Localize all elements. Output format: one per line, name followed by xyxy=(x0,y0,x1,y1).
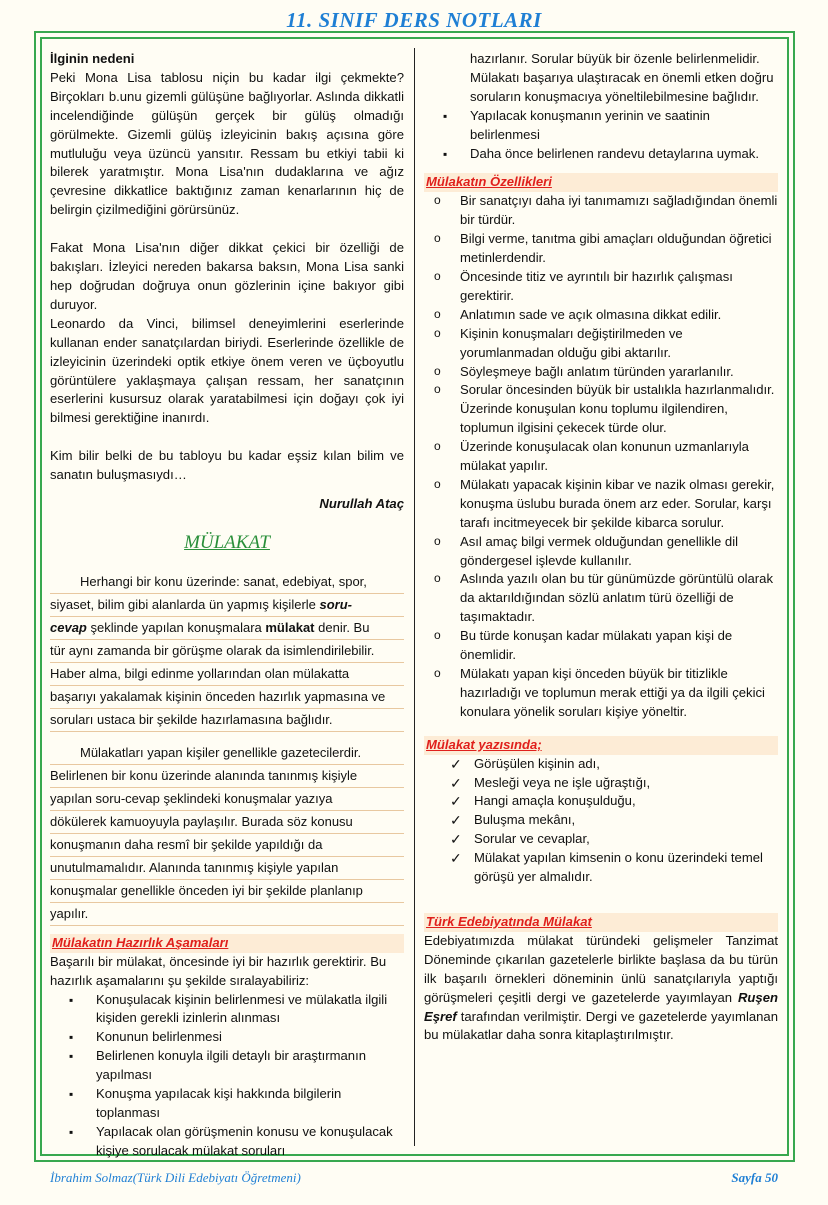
list-item: o Mülakatı yapan kişi önceden büyük bir titizlikle hazırladığı ve toplumun merak ettiği ya da ilgili çekici konulara yönelik soruları kişiye yöneltir. xyxy=(424,665,778,722)
features-list xyxy=(424,192,778,721)
section-title-mulakat: MÜLAKAT xyxy=(184,531,270,553)
paragraph: Fakat Mona Lisa'nın diğer dikkat çekici bir özelliği de bakışları. İzleyici nereden bakarsa baksın, Mona Lisa sanki hep doğrudan doğruya onun gözlerinin içine bakıyor gibi duruyor. xyxy=(50,240,404,312)
list-item: ✓ Hangi amaçla konuşulduğu, xyxy=(424,792,778,811)
list-item: o Mülakatı yapacak kişinin kibar ve nazik olması gerekir, konuşma üslubu burada önem arz eder. Sorular, karşı tarafı incitmeyecek bir şekilde kibarca sorulur. xyxy=(424,476,778,533)
list-item: o Anlatımın sade ve açık olmasına dikkat edilir. xyxy=(424,306,778,325)
writing-list xyxy=(424,755,778,887)
list-item: o Sorular öncesinden büyük bir ustalıkla hazırlanmalıdır. Üzerinde konuşulan konu toplumu ilgilendiren, toplumun ilgisini çekecek türde olur. xyxy=(424,381,778,438)
prep-list-continued xyxy=(424,107,778,164)
prep-intro: Başarılı bir mülakat, öncesinde iyi bir hazırlık gerektirir. Bu hazırlık aşamalarını şu şekilde sıralayabiliriz: xyxy=(50,953,387,988)
footer-author: İbrahim Solmaz(Türk Dili Edebiyatı Öğretmeni) xyxy=(50,1170,301,1185)
list-item: ▪ Konuşma yapılacak kişi hakkında bilgilerin toplanması xyxy=(50,1085,404,1123)
list-item: ✓ Buluşma mekânı, xyxy=(424,811,778,830)
turkish-literature-paragraph: Edebiyatımızda mülakat türündeki gelişmeler Tanzimat Döneminde çıkarılan gazetelerle birlikte başlasa da bu türün ilk başarılı örnekleri döneminin ünlü sanatçılarıyla yaptığı görüşmeleri çeşitli dergi ve gazetelerde yayımlayan Ruşen Eşref tarafından verilmiştir. Dergi ve gazetelerde yayımlanan bu mülakatlar daha sonra kitaplaştırılmıştır. xyxy=(424,932,778,1043)
prep-continuation: hazırlanır. Sorular büyük bir özenle belirlenmelidir. Mülakatı başarıya ulaştıracak en önemli etken doğru soruların konuşmacıya yöneltilebilmesine bağlıdır. xyxy=(470,51,774,104)
list-item: ▪ Yapılacak olan görüşmenin konusu ve konuşulacak kişiye sorulacak mülakat soruları xyxy=(50,1123,404,1161)
author-name: Nurullah Ataç xyxy=(319,496,404,512)
prep-heading: Mülakatın Hazırlık Aşamaları xyxy=(50,934,404,953)
list-item: o Söyleşmeye bağlı anlatım türünden yararlanılır. xyxy=(424,363,778,382)
column-divider xyxy=(414,48,415,1146)
list-item: o Aslında yazılı olan bu tür günümüzde görüntülü olarak da aktarıldığından sözlü anlatım türü özelliği de taşımaktadır. xyxy=(424,570,778,627)
page-title: 11. SINIF DERS NOTLARI xyxy=(286,8,542,32)
list-item: ✓ Görüşülen kişinin adı, xyxy=(424,755,778,774)
prep-list xyxy=(50,991,404,1161)
list-item: o Bu türde konuşan kadar mülakatı yapan kişi de önemlidir. xyxy=(424,627,778,665)
list-item: o Bilgi verme, tanıtma gibi amaçları olduğundan öğretici metinlerdendir. xyxy=(424,230,778,268)
list-item: ▪ Konuşulacak kişinin belirlenmesi ve mülakatla ilgili kişiden gerekli izinlerin alınması xyxy=(50,991,404,1029)
list-item: o Üzerinde konuşulacak olan konunun uzmanlarıyla mülakat yapılır. xyxy=(424,438,778,476)
intro-paragraph-2: Mülakatları yapan kişiler genellikle gazetecilerdir. Belirlenen bir konu üzerinde alanında tanınmış kişiyle yapılan soru-cevap şeklindeki konuşmalar yazıya dökülerek kamuoyuyla paylaşılır. Burada söz konusu konuşmanın daha resmî bir şekilde yapıldığı da unutulmamalıdır. Alanında tanınmış kişiyle yapılan konuşmalar genellikle önceden iyi bir şekilde planlanıp yapılır. xyxy=(50,742,404,926)
list-item: ▪ Daha önce belirlenen randevu detaylarına uymak. xyxy=(424,145,778,164)
list-item: ✓ Mesleği veya ne işle uğraştığı, xyxy=(424,774,778,793)
page-number: Sayfa 50 xyxy=(731,1170,778,1185)
list-item: ▪ Konunun belirlenmesi xyxy=(50,1028,404,1047)
list-item: o Öncesinde titiz ve ayrıntılı bir hazırlık çalışması gerektirir. xyxy=(424,268,778,306)
list-item: o Asıl amaç bilgi vermek olduğundan genellikle dil göndergesel işlevde kullanılır. xyxy=(424,533,778,571)
interest-heading: İlginin nedeni xyxy=(50,51,135,66)
list-item: ✓ Mülakat yapılan kimsenin o konu üzerindeki temel görüşü yer almalıdır. xyxy=(424,849,778,887)
left-column xyxy=(50,50,404,1161)
paragraph: Kim bilir belki de bu tabloyu bu kadar eşsiz kılan bilim ve sanatın buluşmasıydı… xyxy=(50,448,404,483)
features-heading: Mülakatın Özellikleri xyxy=(424,173,778,192)
intro-paragraph-1: Herhangi bir konu üzerinde: sanat, edebiyat, spor, siyaset, bilim gibi alanlarda ün yapmış kişilerle soru- cevap şeklinde yapılan konuşmalara mülakat denir. Bu tür aynı zamanda bir görüşme olarak da isimlendirilebilir. Haber alma, bilgi edinme yollarından olan mülakatta başarıyı yakalamak kişinin önceden hazırlık yapmasına ve soruları ustaca bir şekilde hazırlamasına bağlıdır. xyxy=(50,571,404,732)
list-item: ▪ Yapılacak konuşmanın yerinin ve saatinin belirlenmesi xyxy=(424,107,778,145)
list-item: o Bir sanatçıyı daha iyi tanımamızı sağladığından önemli bir türdür. xyxy=(424,192,778,230)
turkish-literature-heading: Türk Edebiyatında Mülakat xyxy=(424,913,778,932)
paragraph: Leonardo da Vinci, bilimsel deneyimlerini eserlerinde kullanan ender sanatçılardan biriydi. Eserlerinde özellikle de izleyicinin üzerindeki optik etkiye önem veren ve üçboyutlu görüntülere yaklaşmaya çalışan ressam, her sanatçının eserlerini kusursuz olarak yaratabilmesi için doğayı çok iyi bilmesi gerektiğine inanırdı. xyxy=(50,315,404,426)
right-column xyxy=(424,50,778,1045)
list-item: ✓ Sorular ve cevaplar, xyxy=(424,830,778,849)
list-item: ▪ Belirlenen konuyla ilgili detaylı bir araştırmanın yapılması xyxy=(50,1047,404,1085)
list-item: o Kişinin konuşmaları değiştirilmeden ve yorumlanmadan olduğu gibi aktarılır. xyxy=(424,325,778,363)
writing-heading: Mülakat yazısında; xyxy=(424,736,778,755)
paragraph: Peki Mona Lisa tablosu niçin bu kadar ilgi çekmekte? Birçokları b.unu gizemli gülüşüne bağlıyorlar. Aslında dikkatli incelendiğinde gülüşün gerçek bir gülüş olmadığı görülmekte. Gizemli gülüş izleyicinin bakış açısına göre mutluluğu veya üzüncü yansıtır. Ressam bu etkiyi tabii ki bilerek yaratmıştır. Mona Lisa'nın dudaklarına ve ağız çevresine dikkatlice baktığınız zaman kenarlarının hiç de belirgin çizilmediğini görürsünüz. xyxy=(50,69,404,218)
